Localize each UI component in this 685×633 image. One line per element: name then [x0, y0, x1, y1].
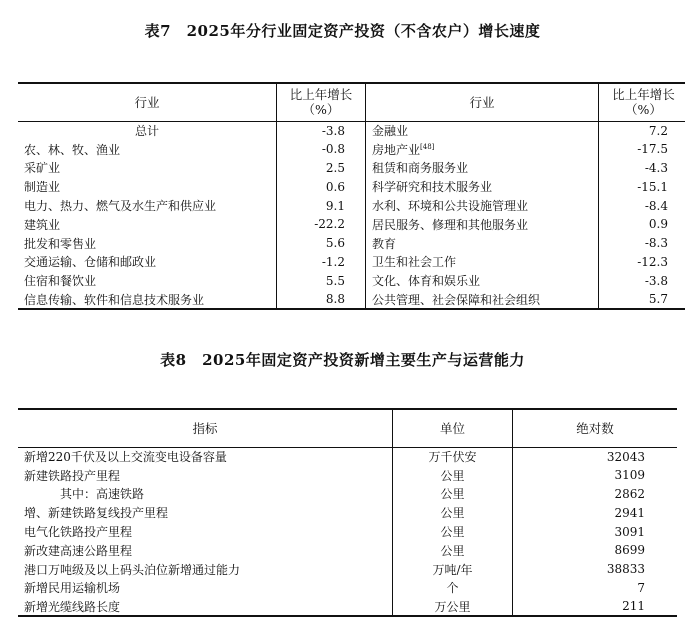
header-industry-right: 行业 — [366, 83, 599, 121]
industry-name: 房地产业 — [372, 142, 421, 157]
indicator-name: 新增光缆线路长度 — [18, 597, 393, 616]
unit: 公里 — [393, 503, 513, 522]
table-row — [18, 485, 677, 504]
new-capacity-table — [18, 408, 677, 617]
table-row — [18, 503, 677, 522]
header-growth-left-line2: （%） — [302, 102, 340, 118]
growth-value: -3.8 — [277, 121, 366, 140]
footnote-reference[interactable]: [48] — [420, 142, 435, 151]
industry-name: 制造业 — [18, 177, 277, 196]
unit: 万公里 — [393, 597, 513, 616]
growth-value: 0.6 — [277, 177, 366, 196]
industry-name: 批发和零售业 — [18, 234, 277, 253]
table-row — [18, 522, 677, 541]
header-indicator: 指标 — [18, 409, 393, 447]
growth-value: -3.8 — [644, 273, 668, 288]
industry-name: 租赁和商务服务业 — [366, 159, 599, 178]
growth-value: -12.3 — [637, 254, 668, 269]
table-row — [18, 466, 677, 485]
unit: 公里 — [393, 522, 513, 541]
absolute-value: 7 — [637, 580, 645, 595]
growth-value: 8.8 — [277, 290, 366, 309]
industry-name: 采矿业 — [18, 159, 277, 178]
absolute-value: 3109 — [614, 468, 645, 483]
industry-name: 电力、热力、燃气及水生产和供应业 — [18, 196, 277, 215]
indicator-name: 新增220千伏及以上交流变电设备容量 — [18, 447, 393, 466]
absolute-value: 32043 — [606, 449, 645, 464]
growth-value: -4.3 — [644, 160, 668, 175]
absolute-value: 2941 — [614, 505, 645, 520]
table7-header-row — [18, 83, 685, 121]
header-industry-left: 行业 — [18, 83, 277, 121]
absolute-value: 211 — [622, 599, 645, 614]
growth-value: -0.8 — [277, 140, 366, 159]
table-row — [18, 121, 685, 140]
table-row — [18, 196, 685, 215]
unit: 公里 — [393, 466, 513, 485]
absolute-value: 3091 — [614, 524, 645, 539]
header-growth-right-line2: （%） — [625, 102, 662, 118]
industry-name: 信息传输、软件和信息技术服务业 — [18, 290, 277, 309]
table-row — [18, 253, 685, 272]
table-row — [18, 560, 677, 579]
industry-name: 建筑业 — [18, 215, 277, 234]
industry-name: 住宿和餐饮业 — [18, 271, 277, 290]
table8-title: 表8 2025年固定资产投资新增主要生产与运营能力 — [160, 351, 525, 369]
growth-value: 9.1 — [277, 196, 366, 215]
header-growth-left — [277, 83, 366, 121]
absolute-value: 38833 — [606, 562, 645, 577]
indicator-name: 港口万吨级及以上码头泊位新增通过能力 — [18, 560, 393, 579]
industry-name: 居民服务、修理和其他服务业 — [366, 215, 599, 234]
table8-header-row — [18, 409, 677, 447]
header-growth-right-line1: 比上年增长 — [612, 87, 675, 103]
indicator-name: 增、新建铁路复线投产里程 — [18, 503, 393, 522]
table-row — [18, 159, 685, 178]
growth-value: 5.7 — [648, 292, 668, 307]
industry-name-cell — [366, 140, 599, 159]
header-absolute: 绝对数 — [513, 409, 678, 447]
growth-value: -1.2 — [277, 253, 366, 272]
indicator-name: 电气化铁路投产里程 — [18, 522, 393, 541]
table-row — [18, 579, 677, 598]
table-row — [18, 597, 677, 616]
table-row — [18, 447, 677, 466]
unit: 公里 — [393, 541, 513, 560]
table-row — [18, 541, 677, 560]
industry-name: 科学研究和技术服务业 — [366, 177, 599, 196]
industry-name: 交通运输、仓储和邮政业 — [18, 253, 277, 272]
industry-name: 文化、体育和娱乐业 — [366, 271, 599, 290]
absolute-value: 2862 — [614, 486, 645, 501]
table-row — [18, 177, 685, 196]
growth-value: 2.5 — [277, 159, 366, 178]
industry-name: 公共管理、社会保障和社会组织 — [366, 290, 599, 309]
indicator-name: 其中：高速铁路 — [18, 485, 393, 504]
growth-value: -8.4 — [644, 198, 668, 213]
indicator-name: 新建铁路投产里程 — [18, 466, 393, 485]
indicator-name: 新改建高速公路里程 — [18, 541, 393, 560]
industry-name: 金融业 — [366, 121, 599, 140]
table-row — [18, 140, 685, 159]
table-row — [18, 234, 685, 253]
unit: 公里 — [393, 485, 513, 504]
industry-name: 水利、环境和公共设施管理业 — [366, 196, 599, 215]
growth-value: 5.5 — [277, 271, 366, 290]
unit: 万吨/年 — [393, 560, 513, 579]
growth-value: -22.2 — [277, 215, 366, 234]
growth-value: -17.5 — [637, 142, 668, 157]
indicator-name: 新增民用运输机场 — [18, 579, 393, 598]
header-growth-right — [599, 83, 685, 121]
industry-name: 卫生和社会工作 — [366, 253, 599, 272]
growth-value: -15.1 — [637, 179, 668, 194]
industry-name: 教育 — [366, 234, 599, 253]
unit: 个 — [393, 579, 513, 598]
growth-value: 5.6 — [277, 234, 366, 253]
table7-title: 表7 2025年分行业固定资产投资（不含农户）增长速度 — [144, 22, 541, 40]
table-row — [18, 215, 685, 234]
header-growth-left-line1: 比上年增长 — [289, 87, 353, 103]
unit: 万千伏安 — [393, 447, 513, 466]
growth-value: 0.9 — [648, 217, 668, 232]
industry-name: 农、林、牧、渔业 — [18, 140, 277, 159]
growth-value: 7.2 — [648, 123, 668, 138]
header-unit: 单位 — [393, 409, 513, 447]
table-row — [18, 290, 685, 309]
industry-name: 总计 — [18, 121, 277, 140]
industry-investment-growth-table — [18, 82, 685, 310]
table-row — [18, 271, 685, 290]
growth-value: -8.3 — [644, 236, 668, 251]
absolute-value: 8699 — [614, 543, 645, 558]
